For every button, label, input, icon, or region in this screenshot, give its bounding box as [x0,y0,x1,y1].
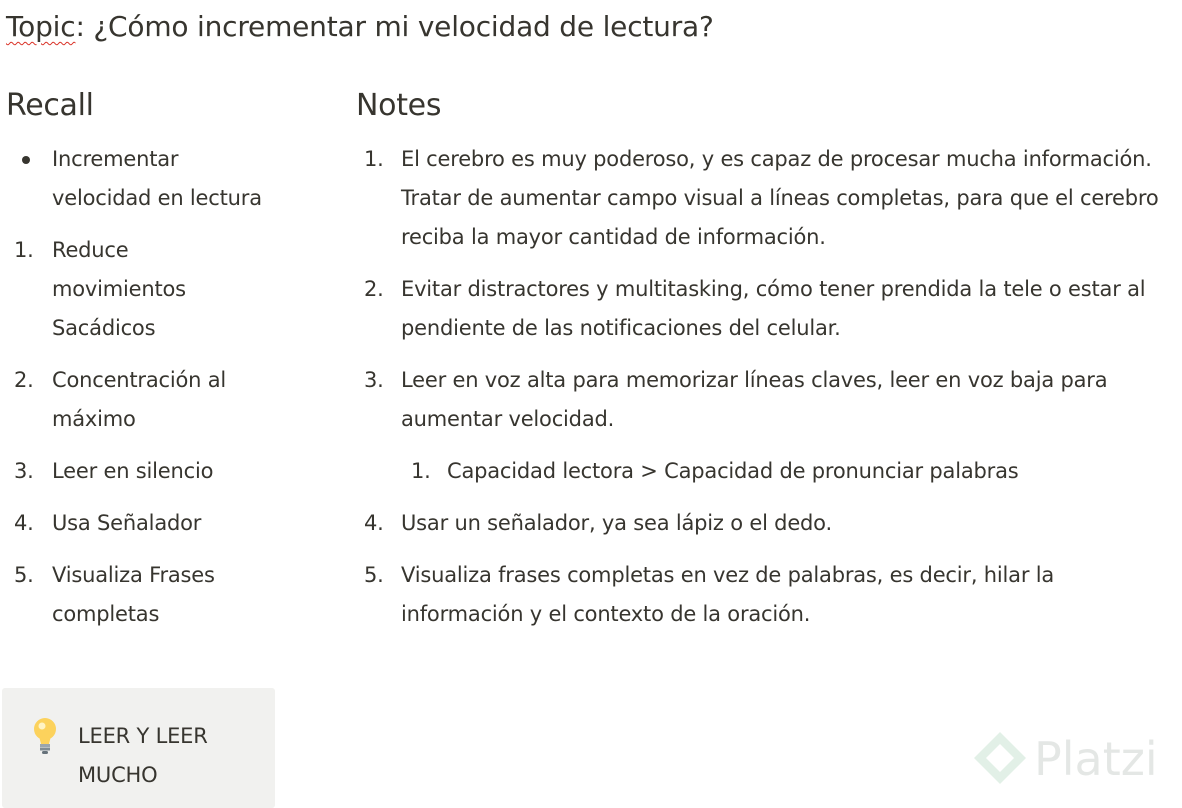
recall-item-4[interactable] [0,504,262,543]
notes-item-text: Visualiza frases completas en vez de palabras, es decir, hilar la información y el contexto de la oración. [401,563,1055,626]
list-number: 3. [14,459,34,483]
notes-sub-item-text: Capacidad lectora > Capacidad de pronunciar palabras [447,459,1019,483]
notes-item-text: Evitar distractores y multitasking, cómo tener prendida la tele o estar al pendiente de las notificaciones del celular. [401,277,1146,340]
notes-item-4[interactable] [356,504,1171,543]
recall-item-2[interactable] [0,361,262,439]
platzi-logo-icon [970,728,1030,788]
recall-item-text: Reduce movimientos Sacádicos [52,238,186,340]
recall-item-text: Leer en silencio [52,459,214,483]
platzi-watermark [970,728,1182,798]
bullet-dot-icon [22,156,30,164]
list-number: 1. [411,459,431,483]
recall-numbered-list [0,231,290,634]
recall-item-1[interactable] [0,231,262,348]
notes-item-text: El cerebro es muy poderoso, y es capaz de procesar mucha información. Tratar de aumentar campo visual a líneas completas, para que el cerebro reciba la mayor cantidad de información. [401,147,1159,249]
notes-item-3[interactable] [356,361,1171,491]
notes-item-1[interactable] [356,140,1171,257]
list-number: 4. [364,511,384,535]
list-number: 5. [14,563,34,587]
recall-heading: Recall [6,88,94,123]
notes-numbered-list [356,140,1176,634]
notes-sub-list [401,452,1171,491]
notes-sub-item-1[interactable] [401,452,1171,491]
callout-text: LEER Y LEER MUCHO [78,724,208,787]
recall-item-3[interactable] [0,452,262,491]
list-number: 1. [364,147,384,171]
recall-item-text: Usa Señalador [52,511,202,535]
notes-column [356,140,1176,647]
title-text: : ¿Cómo incrementar mi velocidad de lectura? [75,10,714,43]
recall-bullet-list [0,140,290,218]
notes-item-text: Usar un señalador, ya sea lápiz o el dedo. [401,511,832,535]
list-number: 2. [14,368,34,392]
list-number: 3. [364,368,384,392]
list-number: 5. [364,563,384,587]
lightbulb-icon [30,716,60,756]
list-number: 2. [364,277,384,301]
list-number: 4. [14,511,34,535]
list-number: 1. [14,238,34,262]
recall-bullet-item[interactable] [0,140,262,218]
recall-item-5[interactable] [0,556,262,634]
notes-item-5[interactable] [356,556,1171,634]
notes-item-2[interactable] [356,270,1171,348]
callout-block[interactable] [2,688,275,808]
recall-bullet-text: Incrementar velocidad en lectura [52,147,262,210]
recall-column [0,140,290,647]
recall-item-text: Visualiza Frases completas [52,563,215,626]
notes-item-text: Leer en voz alta para memorizar líneas claves, leer en voz baja para aumentar velocidad. [401,368,1108,431]
title-topic-word: Topic [6,10,76,43]
recall-item-text: Concentración al máximo [52,368,227,431]
watermark-text: Platzi [1034,732,1158,786]
notes-heading: Notes [356,88,442,123]
page-title [6,10,714,43]
